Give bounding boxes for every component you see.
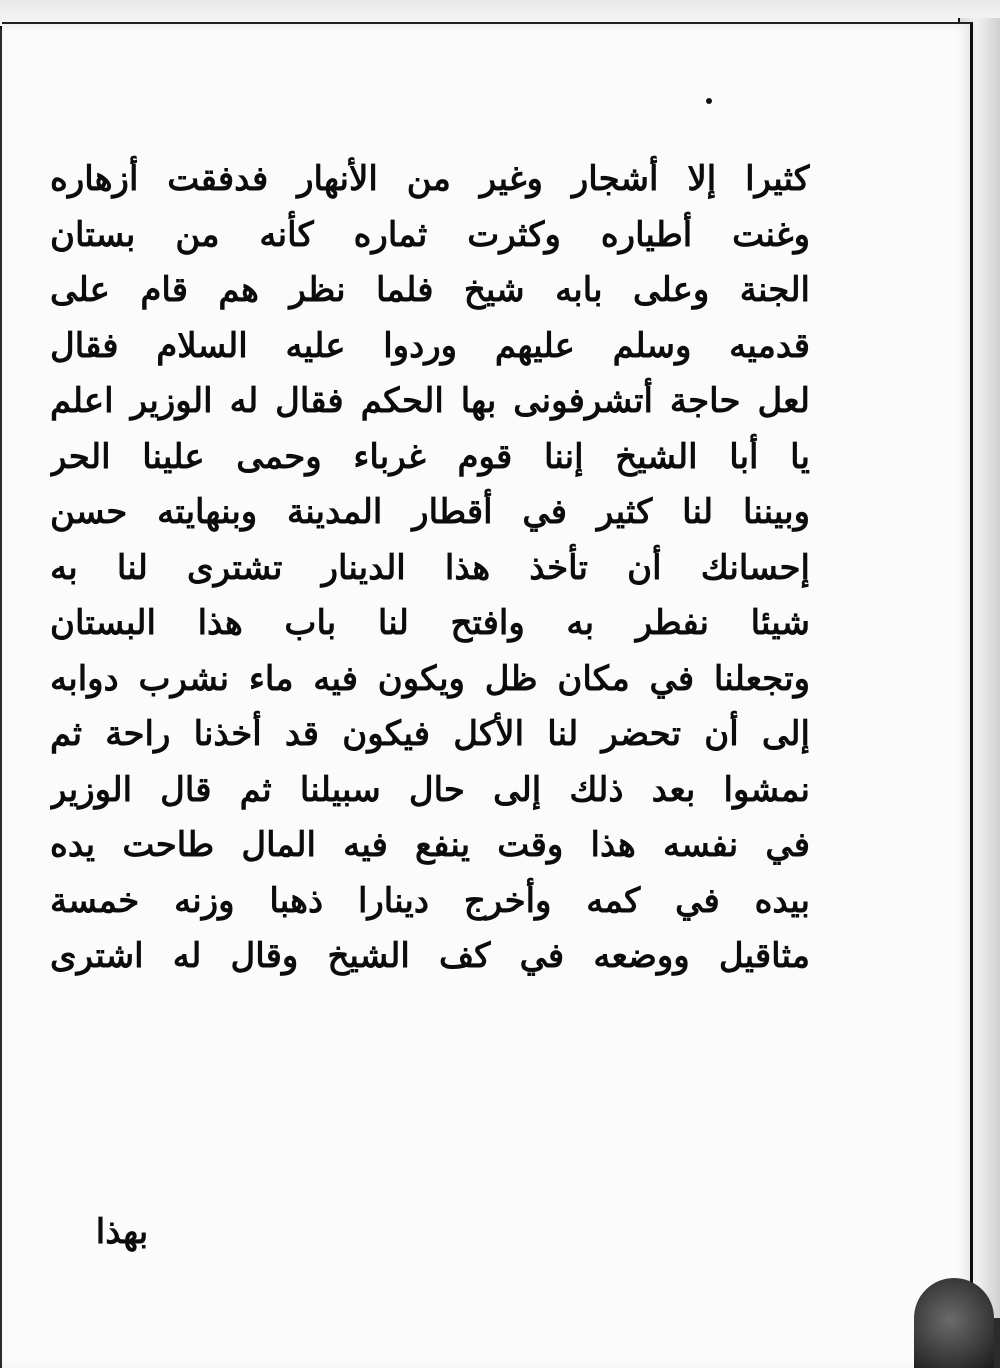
text-line: نمشوا بعد ذلك إلى حال سبيلنا ثم قال الوزير bbox=[50, 769, 810, 810]
catchword: بهذا bbox=[95, 1212, 149, 1252]
text-line: إلى أن تحضر لنا الأكل فيكون قد أخذنا راحة ثم bbox=[50, 714, 810, 754]
text-line: لعل حاجة أتشرفونى بها الحكم فقال له الوزير اعلم bbox=[50, 381, 810, 421]
text-line: قدميه وسلم عليهم وردوا عليه السلام فقال bbox=[50, 325, 810, 366]
text-block bbox=[50, 152, 810, 985]
manuscript-page bbox=[2, 22, 973, 1368]
thumb-at-corner bbox=[914, 1278, 994, 1368]
text-line: في نفسه هذا وقت ينفع فيه المال طاحت يده bbox=[50, 825, 810, 865]
text-line: بيده في كمه وأخرج دينارا ذهبا وزنه خمسة bbox=[50, 880, 810, 921]
text-line: شيئا نفطر به وافتح لنا باب هذا البستان bbox=[50, 603, 810, 643]
text-line: إحسانك أن تأخذ هذا الدينار تشترى لنا به bbox=[50, 547, 810, 588]
text-line: مثاقيل ووضعه في كف الشيخ وقال له اشترى bbox=[50, 936, 810, 976]
text-line: يا أبا الشيخ إننا قوم غرباء وحمى علينا الحر bbox=[50, 436, 810, 477]
text-line: وبيننا لنا كثير في أقطار المدينة وبنهايته حسن bbox=[50, 492, 810, 532]
text-line: كثيرا إلا أشجار وغير من الأنهار فدفقت أزهاره bbox=[50, 159, 810, 199]
text-line: وغنت أطياره وكثرت ثماره كأنه من بستان bbox=[50, 214, 810, 255]
ink-dot bbox=[706, 98, 712, 104]
text-line: الجنة وعلى بابه شيخ فلما نظر هم قام على bbox=[50, 270, 810, 310]
text-line: وتجعلنا في مكان ظل ويكون فيه ماء نشرب دوابه bbox=[50, 658, 810, 699]
